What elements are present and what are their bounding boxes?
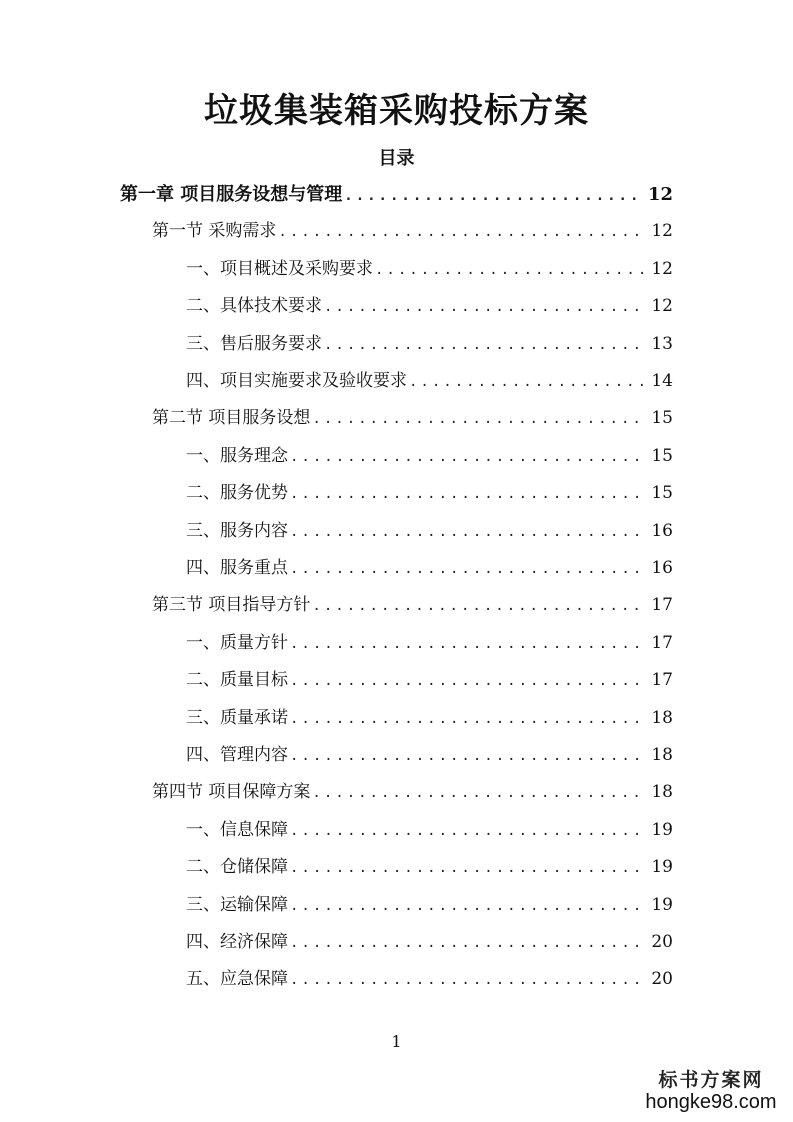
watermark-url: hongke98.com bbox=[645, 1091, 777, 1113]
toc-dot-leader bbox=[290, 738, 647, 775]
toc-entry[interactable] bbox=[186, 363, 673, 400]
toc-entry[interactable] bbox=[120, 176, 673, 213]
toc-dot-leader bbox=[290, 663, 647, 700]
toc-entry-page: 15 bbox=[651, 408, 673, 429]
toc-dot-leader bbox=[290, 514, 647, 551]
toc-dot-leader bbox=[290, 551, 647, 588]
toc-dot-leader bbox=[290, 813, 647, 850]
toc-entry[interactable] bbox=[186, 887, 673, 924]
toc-entry-title: 第三节 项目指导方针 bbox=[152, 595, 311, 616]
toc-entry[interactable] bbox=[186, 849, 673, 886]
toc-entry[interactable] bbox=[186, 475, 673, 512]
toc-entry-title: 三、运输保障 bbox=[186, 894, 288, 915]
toc-entry-page: 12 bbox=[651, 258, 673, 279]
toc-entry[interactable] bbox=[186, 812, 673, 849]
toc-entry-page: 17 bbox=[651, 595, 673, 616]
toc-entry-title: 四、项目实施要求及验收要求 bbox=[186, 371, 407, 391]
toc-entry-page: 17 bbox=[651, 632, 673, 653]
toc-entry[interactable] bbox=[152, 774, 673, 811]
toc-entry[interactable] bbox=[186, 700, 673, 737]
toc-entry-page: 14 bbox=[651, 371, 673, 391]
toc-entry[interactable] bbox=[186, 513, 673, 550]
toc-dot-leader bbox=[409, 364, 647, 401]
toc-dot-leader bbox=[312, 401, 647, 438]
toc-dot-leader bbox=[290, 962, 647, 999]
toc-dot-leader bbox=[290, 476, 647, 513]
toc-entry-page: 18 bbox=[651, 782, 673, 803]
toc-entry-title: 一、项目概述及采购要求 bbox=[186, 258, 373, 279]
toc-entry-page: 12 bbox=[651, 221, 673, 242]
toc-entry[interactable] bbox=[186, 924, 673, 961]
watermark-name: 标书方案网 bbox=[658, 1069, 764, 1091]
toc-entry-title: 一、质量方针 bbox=[186, 632, 288, 653]
page-number: 1 bbox=[391, 1032, 402, 1051]
toc-entry-page: 12 bbox=[647, 184, 673, 205]
toc-entry-page: 19 bbox=[651, 894, 673, 915]
toc-entry-title: 一、信息保障 bbox=[186, 819, 288, 840]
toc-entry-page: 18 bbox=[651, 745, 673, 765]
toc-dot-leader bbox=[375, 252, 647, 289]
toc-entry-page: 16 bbox=[651, 558, 673, 578]
toc-entry-title: 三、售后服务要求 bbox=[186, 333, 322, 354]
toc-entry[interactable] bbox=[186, 662, 673, 699]
toc-entry-title: 三、服务内容 bbox=[186, 520, 288, 541]
toc-dot-leader bbox=[290, 626, 647, 663]
toc-entry[interactable] bbox=[152, 213, 673, 250]
toc-entry[interactable] bbox=[186, 550, 673, 587]
toc-entry-title: 二、具体技术要求 bbox=[186, 296, 322, 317]
toc-entry-title: 二、服务优势 bbox=[186, 483, 288, 504]
toc-dot-leader bbox=[290, 925, 647, 962]
toc-entry-page: 19 bbox=[651, 857, 673, 878]
toc-entry[interactable] bbox=[186, 288, 673, 325]
document-title: 垃圾集装箱采购投标方案 bbox=[204, 91, 589, 131]
toc-entry[interactable] bbox=[186, 625, 673, 662]
toc-entry-title: 三、质量承诺 bbox=[186, 707, 288, 728]
toc-dot-leader bbox=[278, 214, 647, 251]
toc-entry-page: 16 bbox=[651, 520, 673, 541]
toc-entry-title: 二、仓储保障 bbox=[186, 857, 288, 878]
watermark-logo bbox=[641, 1071, 781, 1112]
toc-dot-leader bbox=[290, 888, 647, 925]
toc-entry-title: 第一节 采购需求 bbox=[152, 221, 277, 242]
toc-entry-title: 四、服务重点 bbox=[186, 558, 288, 578]
toc-entry-title: 一、服务理念 bbox=[186, 445, 288, 466]
toc-entry[interactable] bbox=[186, 251, 673, 288]
toc-entry-page: 17 bbox=[651, 670, 673, 691]
toc-dot-leader bbox=[324, 327, 647, 364]
toc-dot-leader bbox=[344, 178, 644, 215]
toc-entry-page: 20 bbox=[651, 932, 673, 952]
toc-entry-page: 19 bbox=[651, 819, 673, 840]
toc-dot-leader bbox=[324, 289, 647, 326]
toc-dot-leader bbox=[290, 701, 647, 738]
toc-dot-leader bbox=[290, 439, 647, 476]
toc-entry-title: 四、经济保障 bbox=[186, 932, 288, 952]
toc-entry-title: 五、应急保障 bbox=[186, 969, 288, 990]
toc-dot-leader bbox=[312, 775, 647, 812]
toc-entry[interactable] bbox=[186, 737, 673, 774]
toc-entry[interactable] bbox=[186, 438, 673, 475]
toc-entry[interactable] bbox=[152, 587, 673, 624]
toc-entry-title: 四、管理内容 bbox=[186, 745, 288, 765]
toc-entry-title: 第二节 项目服务设想 bbox=[152, 408, 311, 429]
toc-entry-title: 第四节 项目保障方案 bbox=[152, 782, 311, 803]
toc-heading: 目录 bbox=[378, 148, 415, 169]
toc-entry-title: 二、质量目标 bbox=[186, 670, 288, 691]
toc-entry-page: 15 bbox=[651, 483, 673, 504]
toc-entry[interactable] bbox=[152, 400, 673, 437]
toc-entry-page: 18 bbox=[651, 707, 673, 728]
toc-entry[interactable] bbox=[186, 326, 673, 363]
toc-entry[interactable] bbox=[186, 961, 673, 998]
toc-dot-leader bbox=[290, 850, 647, 887]
toc-entry-page: 20 bbox=[651, 969, 673, 990]
toc-dot-leader bbox=[312, 588, 647, 625]
toc-entry-page: 13 bbox=[651, 333, 673, 354]
toc-entry-title: 第一章 项目服务设想与管理 bbox=[120, 184, 343, 205]
toc-entry-page: 15 bbox=[651, 445, 673, 466]
toc-entry-page: 12 bbox=[651, 296, 673, 317]
